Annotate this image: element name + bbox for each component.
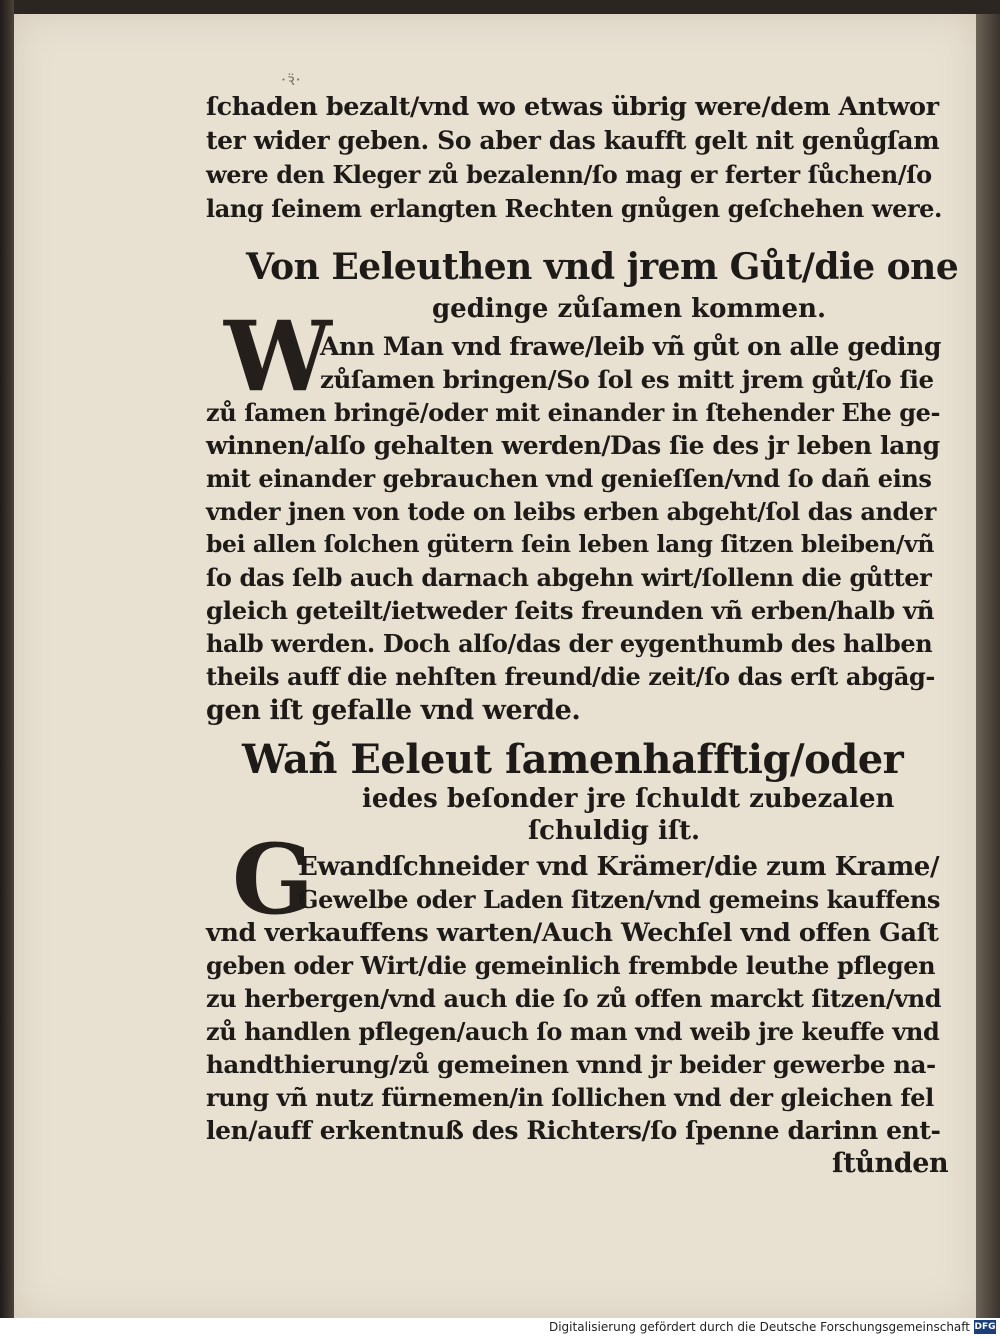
text-line: zů ſamen bringē/oder mit einander in ſtehender Ehe ge-: [206, 398, 941, 427]
text-line: mit einander gebrauchen vnd genieſſen/vnd ſo dañ eins: [206, 464, 932, 493]
text-line: theils auff die nehſten freund/die zeit/ſo das erſt abgāg-: [206, 662, 935, 691]
initial-letter-w: W: [224, 300, 332, 413]
catchword: ſtůnden: [832, 1148, 949, 1179]
section-heading-1: Von Eeleuthen vnd jrem Gůt/die one: [246, 246, 959, 288]
text-line: ſchaden bezalt/vnd wo etwas übrig were/dem Antwor: [206, 92, 939, 122]
section-1-body: [206, 332, 946, 732]
text-line: vnder jnen von tode on leibs erben abgeht/ſol das ander: [206, 497, 937, 526]
text-line: ſo das ſelb auch darnach abgehn wirt/ſollenn die gůtter: [206, 563, 932, 592]
text-line: zu herbergen/vnd auch die ſo zů offen marckt ſitzen/vnd: [206, 984, 942, 1013]
text-line: handthierung/zů gemeinen vnnd jr beider gewerbe na-: [206, 1050, 936, 1079]
dfg-logo-icon: DFG: [974, 1322, 996, 1332]
text-line: zů handlen pflegen/auch ſo man vnd weib jre keuffe vnd: [206, 1017, 940, 1046]
page-marker: ·ꝛ̈·: [281, 70, 302, 89]
text-line: gen iſt gefalle vnd werde.: [206, 695, 581, 726]
text-line: Gewelbe oder Laden ſitzen/vnd gemeins kauffens: [298, 885, 940, 914]
top-paragraph: [206, 92, 946, 232]
initial-letter-g: G: [232, 823, 314, 936]
text-line: geben oder Wirt/die gemeinlich frembde leuthe pflegen: [206, 951, 936, 980]
text-line: gleich geteilt/ietweder ſeits freunden vñ erben/halb vñ: [206, 596, 935, 625]
text-line: Ann Man vnd frawe/leib vñ gůt on alle geding: [320, 332, 941, 361]
section-heading-2-sub2: ſchuldig iſt.: [528, 816, 701, 846]
text-line: zůſamen bringen/So ſol es mitt jrem gůt/ſo ſie: [320, 365, 934, 394]
section-heading-2: Wañ Eeleut ſamenhafftig/oder: [242, 736, 904, 783]
text-line: vnd verkauffens warten/Auch Wechſel vnd offen Gaſt: [206, 918, 939, 948]
text-line: winnen/alſo gehalten werden/Das ſie des jr leben lang: [206, 431, 940, 460]
text-line: Ewandſchneider vnd Krämer/die zum Krame/: [298, 852, 940, 882]
text-line: lang ſeinem erlangten Rechten gnůgen geſchehen were.: [206, 194, 943, 223]
text-line: were den Kleger zů bezalenn/ſo mag er ferter ſůchen/ſo: [206, 160, 932, 189]
section-heading-2-sub1: iedes beſonder jre ſchuldt zubezalen: [362, 784, 895, 814]
text-line: halb werden. Doch alſo/das der eygenthumb des halben: [206, 629, 933, 658]
book-edge-left: [0, 0, 14, 1338]
funding-notice: Digitalisierung gefördert durch die Deutsche Forschungsgemeinschaft: [548, 1320, 970, 1334]
text-line: ter wider geben. So aber das kaufft gelt nit genůgſam: [206, 126, 940, 155]
book-spine: [976, 14, 1000, 1318]
footer-bar: [0, 1318, 1000, 1338]
section-heading-1-sub: gedinge zůſamen kommen.: [432, 294, 827, 324]
text-line: bei allen ſolchen gütern ſein leben lang ſitzen bleiben/vñ: [206, 530, 935, 558]
text-line: len/auff erkentnuß des Richters/ſo ſpenne darinn ent-: [206, 1116, 941, 1145]
text-line: rung vñ nutz fürnemen/in ſollichen vnd der gleichen fel: [206, 1083, 934, 1112]
book-page: [14, 14, 976, 1318]
section-2-body: [206, 852, 946, 1152]
